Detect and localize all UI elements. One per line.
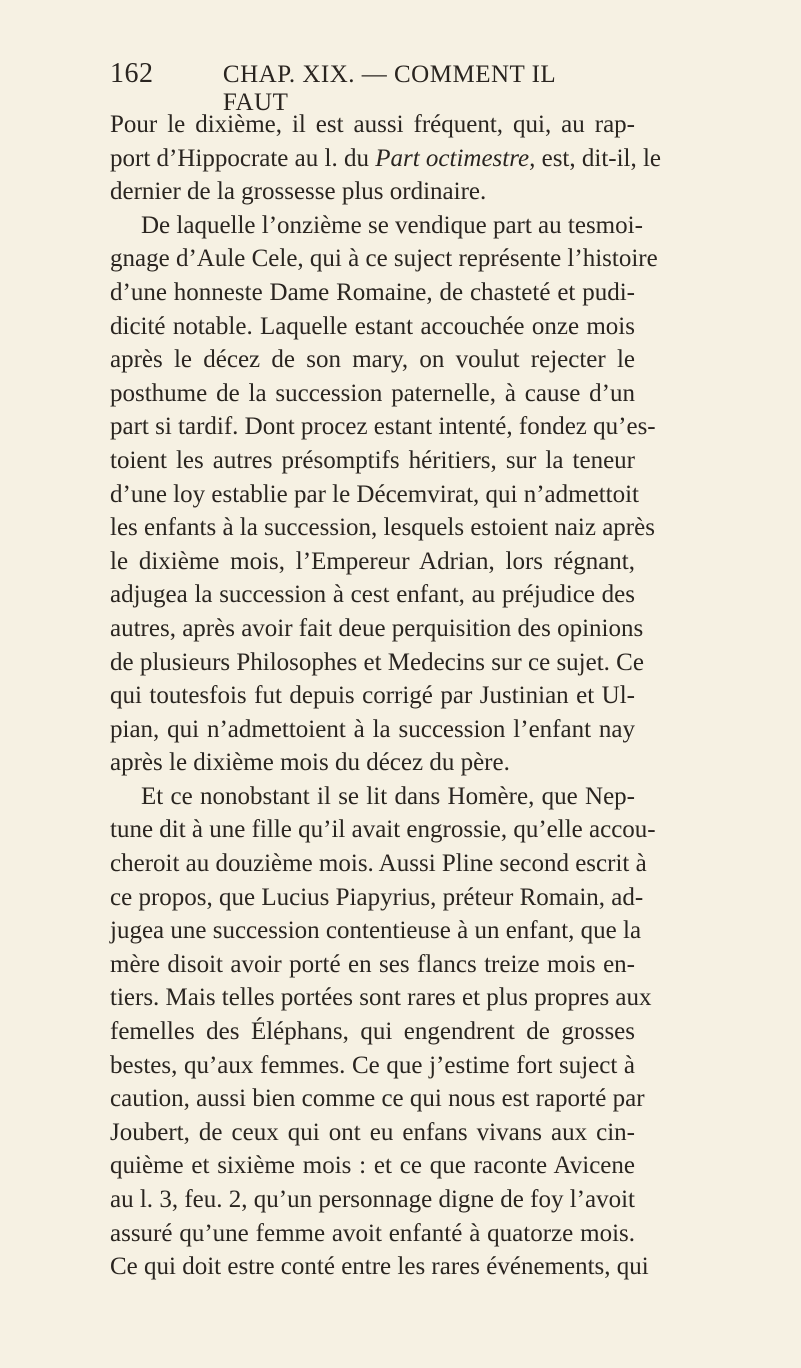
text-line: Ce qui doit estre conté entre les rares événements, qui xyxy=(110,1253,649,1281)
text-line: toient les autres présomptifs héritiers, sur la teneur xyxy=(110,446,635,474)
page-number: 162 xyxy=(110,58,154,89)
text-line: part si tardif. Dont procez estant intenté, fondez qu’es- xyxy=(110,413,656,441)
text-line: après le dixième mois du décez du père. xyxy=(110,749,510,777)
text-line: gnage d’Aule Cele, qui à ce suject représente l’histoire xyxy=(110,245,658,273)
chapter-title: CHAP. XIX. — COMMENT IL FAUT xyxy=(222,61,556,116)
text-line: tiers. Mais telles portées sont rares et plus propres aux xyxy=(110,984,652,1012)
text-line: posthume de la succession paternelle, à cause d’un xyxy=(110,379,635,407)
text-line: dicité notable. Laquelle estant accouchée onze mois xyxy=(110,312,635,340)
text-line: mère disoit avoir porté en ses flancs treize mois en- xyxy=(110,950,635,978)
text-line: caution, aussi bien comme ce qui nous est raporté par xyxy=(110,1085,645,1113)
text-line: cheroit au douzième mois. Aussi Pline second escrit à xyxy=(110,850,647,878)
text-line: d’une honneste Dame Romaine, de chasteté et pudi- xyxy=(110,278,635,306)
text-line: De laquelle l’onzième se vendique part au tesmoi- xyxy=(141,211,643,239)
text-line: après le décez de son mary, on voulut rejecter le xyxy=(110,346,635,374)
text-line: adjugea la succession à cest enfant, au préjudice des xyxy=(110,581,635,609)
text-line xyxy=(110,142,662,176)
text-line: quième et sixième mois : et ce que raconte Avicene xyxy=(110,1152,635,1180)
text-line: au l. 3, feu. 2, qu’un personnage digne de foy l’avoit xyxy=(110,1186,635,1213)
text-line: dernier de la grossesse plus ordinaire. xyxy=(110,178,487,206)
text-segment: port d’Hippocrate au l. du xyxy=(110,144,369,172)
text-line: qui toutesfois fut depuis corrigé par Justinian et Ul- xyxy=(110,682,635,710)
text-line: Pour le dixième, il est aussi fréquent, qui, au rap- xyxy=(110,111,635,138)
text-segment: est, dit-il, le xyxy=(535,144,662,172)
text-line: Et ce nonobstant il se lit dans Homère, que Nep- xyxy=(141,782,635,810)
text-line: femelles des Éléphans, qui engendrent de grosses xyxy=(110,1018,635,1046)
text-line: tune dit à une fille qu’il avait engrossie, qu’elle accou- xyxy=(110,816,656,844)
text-line: Joubert, de ceux qui ont eu enfans vivans aux cin- xyxy=(110,1118,635,1146)
text-line: jugea une succession contentieuse à un enfant, que la xyxy=(110,917,642,945)
text-line: le dixième mois, l’Empereur Adrian, lors régnant, xyxy=(110,547,635,575)
text-line: les enfants à la succession, lesquels estoient naiz après xyxy=(110,514,655,542)
text-line: d’une loy establie par le Décemvirat, qui n’admettoit xyxy=(110,480,639,508)
italic-title: Part octimestre, xyxy=(375,144,536,172)
text-line: autres, après avoir fait deue perquisition des opinions xyxy=(110,614,644,642)
body-text xyxy=(110,108,662,1284)
text-line: de plusieurs Philosophes et Medecins sur ce sujet. Ce xyxy=(110,648,644,676)
text-line: bestes, qu’aux femmes. Ce que j’estime fort suject à xyxy=(110,1051,635,1079)
text-line: pian, qui n’admettoient à la succession l’enfant nay xyxy=(110,715,635,743)
running-head xyxy=(110,58,610,116)
text-line: assuré qu’une femme avoit enfanté à quatorze mois. xyxy=(110,1219,635,1247)
text-line: ce propos, que Lucius Piapyrius, préteur Romain, ad- xyxy=(110,883,644,911)
